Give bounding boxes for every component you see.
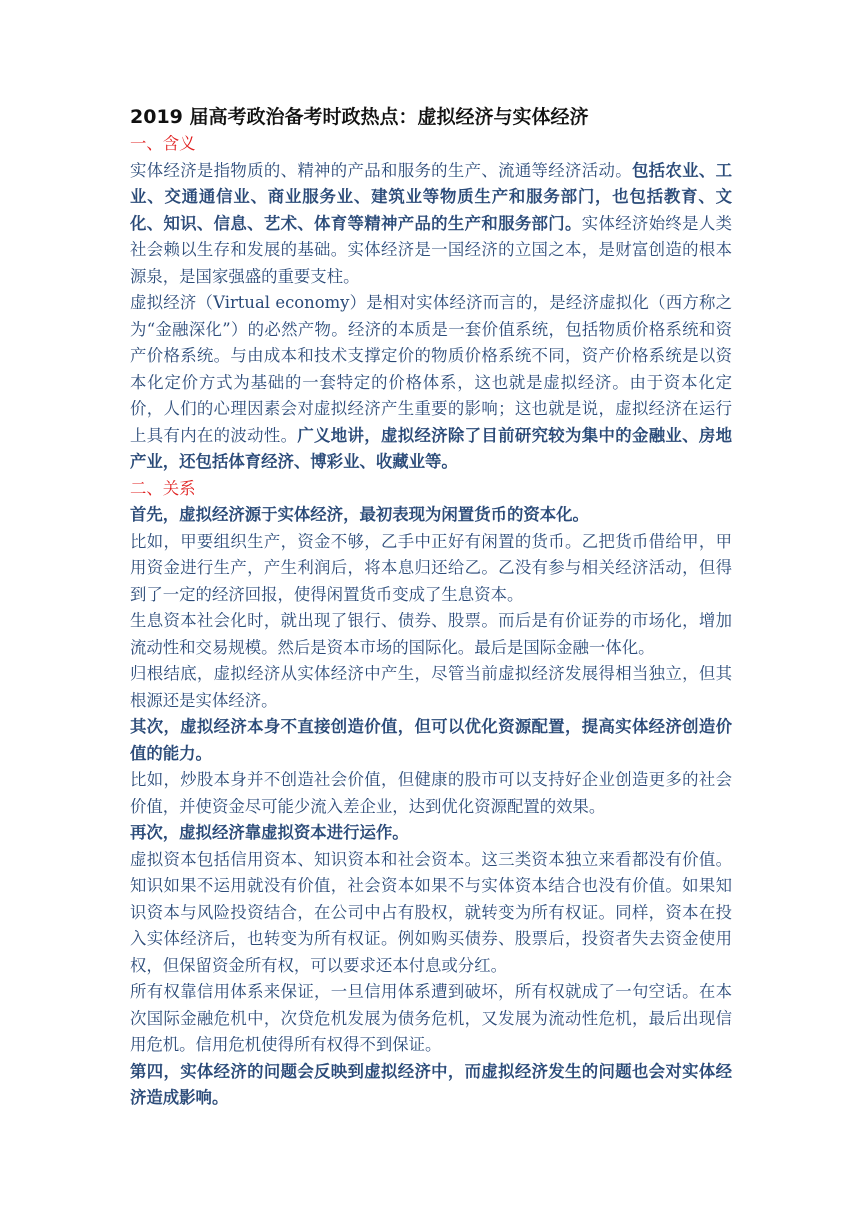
document-body — [130, 104, 732, 1112]
paragraph-text: 虚拟经济（Virtual economy）是相对实体经济而言的，是经济虚拟化（西方称之为“金融深化”）的必然产物。经济的本质是一套价值系统，包括物质价格系统和资产价格系统。与由成本和技术支撑定价的物质价格系统不同，资产价格系统是以资本化定价方式为基础的一套特定的价格体系，这也就是虚拟经济。由于资本化定价，人们的心理因素会对虚拟经济产生重要的影响；这也就是说，虚拟经济在运行上具有内在的波动性。 — [130, 293, 732, 445]
section-heading-meaning: 一、含义 — [130, 134, 196, 153]
paragraph-virtual-economy — [130, 290, 732, 476]
paragraph-real-economy — [130, 158, 732, 291]
point-fourth: 第四，实体经济的问题会反映到虚拟经济中，而虚拟经济发生的问题也会对实体经济造成影响。 — [130, 1061, 732, 1107]
paragraph-text: 归根结底，虚拟经济从实体经济中产生，尽管当前虚拟经济发展得相当独立，但其根源还是实体经济。 — [130, 664, 732, 710]
point-second: 其次，虚拟经济本身不直接创造价值，但可以优化资源配置，提高实体经济创造价值的能力。 — [130, 717, 732, 763]
paragraph-text: 生息资本社会化时，就出现了银行、债券、股票。而后是有价证券的市场化，增加流动性和交易规模。然后是资本市场的国际化。最后是国际金融一体化。 — [130, 611, 732, 657]
paragraph-text: 虚拟资本包括信用资本、知识资本和社会资本。这三类资本独立来看都没有价值。知识如果不运用就没有价值，社会资本如果不与实体资本结合也没有价值。如果知识资本与风险投资结合，在公司中占有股权，就转变为所有权证。同样，资本在投入实体经济后，也转变为所有权证。例如购买债券、股票后，投资者失去资金使用权，但保留资金所有权，可以要求还本付息或分红。 — [130, 849, 732, 975]
point-third: 再次，虚拟经济靠虚拟资本进行运作。 — [130, 823, 409, 842]
point-first: 首先，虚拟经济源于实体经济，最初表现为闲置货币的资本化。 — [130, 505, 589, 524]
paragraph-bold-text: 广义地讲，虚拟经济除了目前研究较为集中的金融业、房地产业，还包括体育经济、博彩业、收藏业等。 — [130, 425, 733, 471]
paragraph-text: 所有权靠信用体系来保证，一旦信用体系遭到破坏，所有权就成了一句空话。在本次国际金融危机中，次贷危机发展为债务危机，又发展为流动性危机，最后出现信用危机。信用危机使得所有权得不到保证。 — [130, 982, 732, 1054]
paragraph-text: 比如，炒股本身并不创造社会价值，但健康的股市可以支持好企业创造更多的社会价值，并使资金尽可能少流入差企业，达到优化资源配置的效果。 — [130, 770, 732, 816]
section-heading-relation: 二、关系 — [130, 478, 196, 498]
paragraph-text: 实体经济是指物质的、精神的产品和服务的生产、流通等经济活动。 — [130, 160, 632, 180]
paragraph-text: 实体经济始终是人类社会赖以生存和发展的基础。实体经济是一国经济的立国之本，是财富创造的根本源泉，是国家强盛的重要支柱。 — [130, 213, 733, 286]
paragraph-text: 比如，甲要组织生产，资金不够，乙手中正好有闲置的货币。乙把货币借给甲，甲用资金进行生产，产生利润后，将本息归还给乙。乙没有参与相关经济活动，但得到了一定的经济回报，使得闲置货币变成了生息资本。 — [130, 531, 732, 604]
document-title: 2019 届高考政治备考时政热点：虚拟经济与实体经济 — [130, 106, 589, 128]
paragraph-bold-text: 包括农业、工业、交通通信业、商业服务业、建筑业等物质生产和服务部门，也包括教育、文化、知识、信息、艺术、体育等精神产品的生产和服务部门。 — [130, 160, 733, 233]
